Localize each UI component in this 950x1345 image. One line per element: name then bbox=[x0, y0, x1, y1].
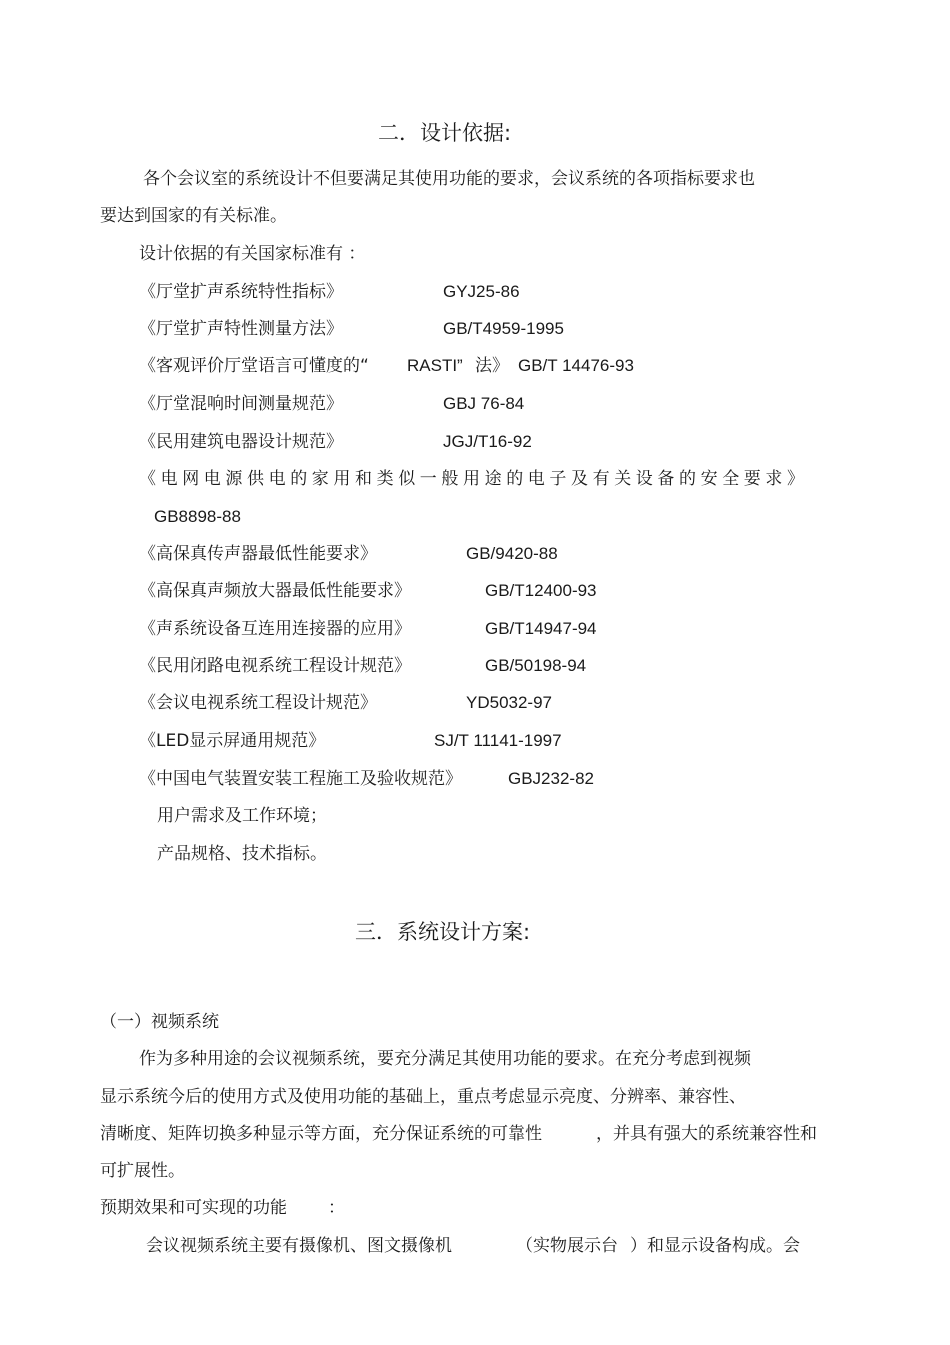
standard-item bbox=[139, 580, 597, 602]
basis-extra-specs: 产品规格、技术指标。 bbox=[157, 844, 327, 864]
video-para-line3-a: 清晰度、矩阵切换多种显示等方面，充分保证系统的可靠性 bbox=[100, 1124, 542, 1144]
video-summary-c: ）和显示设备构成。会 bbox=[630, 1236, 800, 1256]
video-para-line2: 显示系统今后的使用方式及使用功能的基础上，重点考虑显示亮度、分辨率、兼容性、 bbox=[100, 1087, 746, 1107]
effects-label-line bbox=[100, 1197, 345, 1219]
standard-item bbox=[139, 768, 594, 790]
standard-code: GBJ232-82 bbox=[508, 769, 594, 788]
standard-title-tail: 法》 bbox=[475, 356, 509, 376]
subsection-heading-video: （一）视频系统 bbox=[100, 1012, 219, 1032]
standard-title: 《民用闭路电视系统工程设计规范》 bbox=[139, 656, 411, 676]
video-para-line3 bbox=[100, 1123, 817, 1145]
standard-title: 《厅堂扩声系统特性指标》 bbox=[139, 282, 343, 302]
video-summary-a: 会议视频系统主要有摄像机、图文摄像机 bbox=[146, 1236, 452, 1256]
standard-title-mid: RASTI” bbox=[407, 356, 463, 375]
standard-item bbox=[139, 655, 587, 677]
standard-item bbox=[139, 543, 558, 565]
video-summary-line bbox=[146, 1235, 800, 1257]
standard-item bbox=[139, 431, 532, 453]
standard-item bbox=[139, 281, 520, 303]
standard-code: GB/50198-94 bbox=[485, 656, 587, 675]
standard-title: 《高保真传声器最低性能要求》 bbox=[139, 544, 377, 564]
video-para-line3-b: ，并具有强大的系统兼容性和 bbox=[596, 1124, 817, 1144]
standard-title: 《中国电气装置安装工程施工及验收规范》 bbox=[139, 769, 462, 789]
intro-text-line1: 各个会议室的系统设计不但要满足其使用功能的要求，会议系统的各项指标要求也 bbox=[143, 169, 755, 189]
standard-code: YD5032-97 bbox=[466, 693, 553, 712]
standard-item bbox=[139, 393, 525, 415]
standard-item bbox=[139, 618, 597, 640]
standard-item bbox=[139, 318, 564, 340]
standard-title: 《厅堂扩声特性测量方法》 bbox=[139, 319, 343, 339]
standard-title: 《厅堂混响时间测量规范》 bbox=[139, 394, 343, 414]
standard-item bbox=[139, 692, 553, 714]
section-heading-design-basis: 二．设计依据: bbox=[378, 121, 512, 145]
standard-code: JGJ/T16-92 bbox=[443, 432, 532, 451]
standard-code: GBJ 76-84 bbox=[443, 394, 525, 413]
standard-code: GB/T 14476-93 bbox=[518, 356, 634, 375]
standard-code: GB8898-88 bbox=[154, 507, 241, 526]
standard-title: 《民用建筑电器设计规范》 bbox=[139, 432, 343, 452]
effects-colon: ： bbox=[328, 1198, 345, 1218]
video-para-line4: 可扩展性。 bbox=[100, 1161, 185, 1181]
basis-extra-requirements: 用户需求及工作环境； bbox=[157, 806, 327, 826]
standard-title: 《声系统设备互连用连接器的应用》 bbox=[139, 619, 411, 639]
intro-text-line2: 要达到国家的有关标准。 bbox=[100, 206, 287, 226]
standard-code: SJ/T 11141-1997 bbox=[434, 731, 562, 750]
standard-title: 《LED显示屏通用规范》 bbox=[139, 731, 326, 751]
standard-code: GYJ25-86 bbox=[443, 282, 520, 301]
standards-intro: 设计依据的有关国家标准有 ： bbox=[139, 244, 366, 264]
video-summary-b: （实物展示台 bbox=[516, 1236, 618, 1256]
effects-label: 预期效果和可实现的功能 bbox=[100, 1198, 287, 1218]
standard-item bbox=[139, 730, 562, 752]
standard-title: 《高保真声频放大器最低性能要求》 bbox=[139, 581, 411, 601]
section-heading-system-design: 三．系统设计方案: bbox=[355, 920, 531, 944]
standard-title: 《会议电视系统工程设计规范》 bbox=[139, 693, 377, 713]
standard-title-long: 《电网电源供电的家用和类似一般用途的电子及有关设备的安全要求》 bbox=[139, 469, 809, 489]
standard-code: GB/T4959-1995 bbox=[443, 319, 564, 338]
video-para-line1: 作为多种用途的会议视频系统，要充分满足其使用功能的要求。在充分考虑到视频 bbox=[139, 1049, 751, 1069]
standard-code: GB/9420-88 bbox=[466, 544, 558, 563]
standard-code: GB/T12400-93 bbox=[485, 581, 597, 600]
standard-code: GB/T14947-94 bbox=[485, 619, 597, 638]
standard-title: 《客观评价厅堂语言可懂度的“ bbox=[139, 356, 369, 376]
standard-item bbox=[139, 355, 634, 377]
